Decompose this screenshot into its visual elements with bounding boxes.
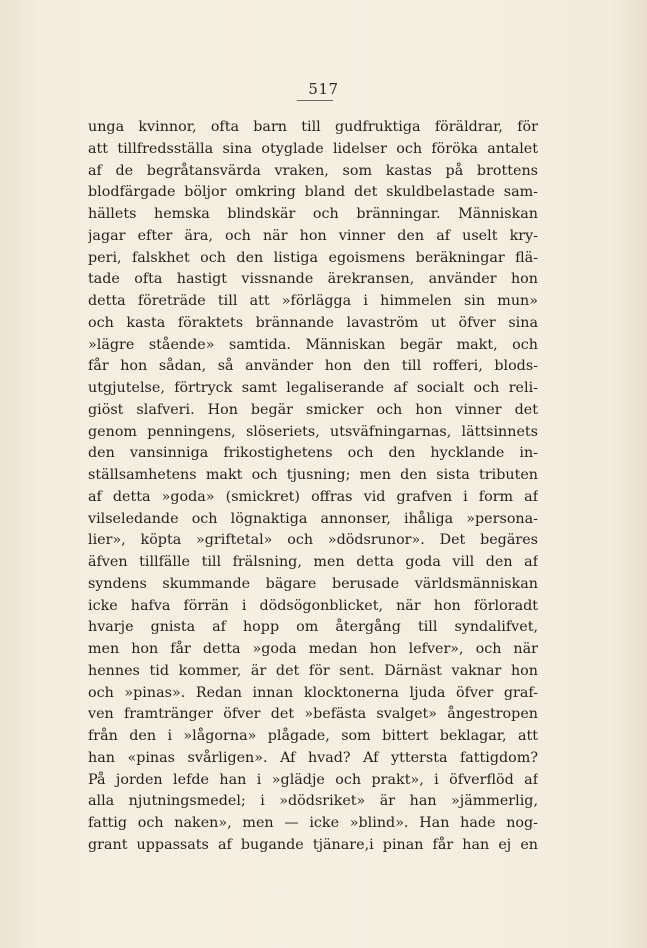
- page-number: 517: [308, 80, 339, 98]
- text-line: att tillfredsställa sina otyglade lidelser och föröka antalet: [88, 140, 538, 157]
- text-line: jagar efter ära, och när hon vinner den af uselt kry-: [88, 227, 538, 244]
- text-line: alla njutningsmedel; i »dödsriket» är han »jämmerlig,: [88, 793, 538, 810]
- text-line: icke hafva förrän i dödsögonblicket, när hon förloradt: [88, 597, 538, 614]
- text-line: men hon får detta »goda medan hon lefver», och när: [88, 641, 538, 657]
- text-line: vilseledande och lögnaktiga annonser, ihåliga »persona-: [88, 510, 538, 527]
- text-line: grant uppassats af bugande tjänare,i pinan får han ej en: [88, 836, 538, 853]
- text-line: blodfärgade böljor omkring bland det skuldbelastade sam-: [88, 184, 538, 201]
- text-line: lier», köpta »griftetal» och »dödsrunor». Det begäres: [88, 532, 538, 549]
- text-line: han «pinas svårligen». Af hvad? Af yttersta fattigdom?: [88, 749, 538, 766]
- text-line: får hon sådan, så använder hon den till rofferi, blods-: [88, 358, 538, 375]
- text-line: utgjutelse, förtryck samt legaliserande af socialt och reli-: [88, 380, 538, 396]
- text-line: unga kvinnor, ofta barn till gudfruktiga föräldrar, för: [88, 119, 538, 135]
- body-text: [88, 117, 538, 857]
- text-line: fattig och naken», men — icke »blind». Han hade nog-: [88, 815, 538, 831]
- text-line: giöst slafveri. Hon begär smicker och hon vinner det: [88, 401, 538, 418]
- text-line: På jorden lefde han i »glädje och prakt», i öfverflöd af: [88, 771, 538, 788]
- text-line: hennes tid kommer, är det för sent. Därnäst vaknar hon: [88, 662, 538, 679]
- text-line: och kasta föraktets brännande lavaström ut öfver sina: [88, 314, 538, 331]
- text-line: »lägre stående» samtida. Människan begär makt, och: [88, 336, 538, 353]
- text-line: peri, falskhet och den listiga egoismens beräkningar flä-: [88, 249, 538, 266]
- text-line: af de begråtansvärda vraken, som kastas på brottens: [88, 162, 538, 179]
- text-line: detta företräde till att »förlägga i himmelen sin mun»: [88, 293, 538, 309]
- text-line: genom penningens, slöseriets, utsväfningarnas, lättsinnets: [88, 423, 538, 440]
- text-line: tade ofta hastigt vissnande ärekransen, använder hon: [88, 271, 538, 288]
- text-line: äfven tillfälle till frälsning, men detta goda vill den af: [88, 554, 538, 570]
- text-line: och »pinas». Redan innan klocktonerna ljuda öfver graf-: [88, 684, 538, 701]
- text-line: från den i »lågorna» plågade, som bittert beklagar, att: [88, 728, 538, 744]
- text-line: ställsamhetens makt och tjusning; men den sista tributen: [88, 467, 538, 483]
- page-number-rule: [297, 100, 333, 101]
- text-line: den vansinniga frikostighetens och den hycklande in-: [88, 445, 538, 462]
- text-line: syndens skummande bägare berusade världsmänniskan: [88, 575, 538, 592]
- text-line: af detta »goda» (smickret) offras vid grafven i form af: [88, 488, 538, 505]
- text-line: ven framtränger öfver det »befästa svalget» ångestropen: [88, 706, 538, 723]
- text-line: hvarje gnista af hopp om återgång till syndalifvet,: [88, 619, 538, 636]
- text-line: hällets hemska blindskär och bränningar. Människan: [88, 206, 538, 222]
